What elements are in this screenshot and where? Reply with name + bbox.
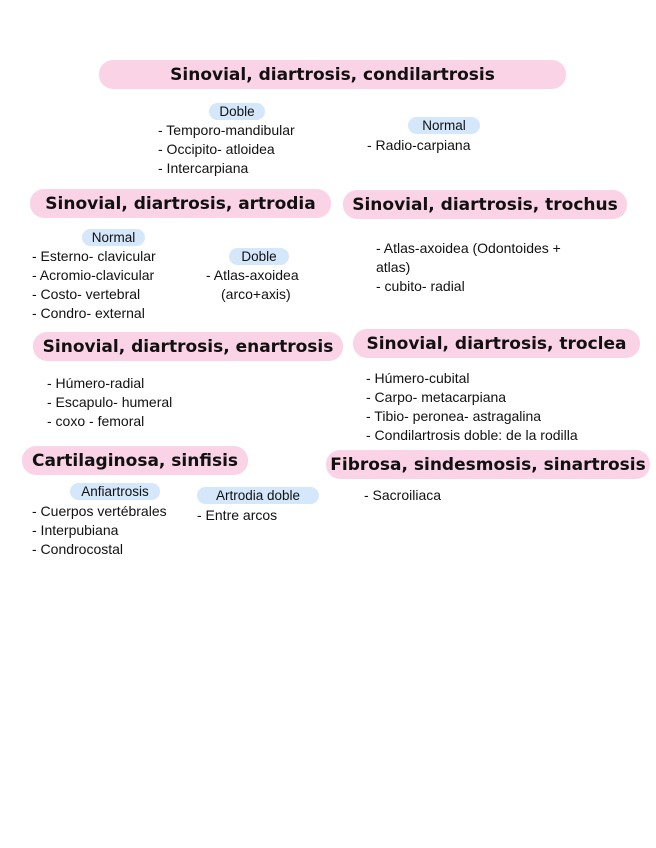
list-item: - Interpubiana [32, 522, 119, 538]
list-item: - Escapulo- humeral [47, 394, 173, 410]
list-item: - Tibio- peronea- astragalina [366, 408, 542, 424]
condilartrosis-doble-list [158, 121, 295, 178]
troclea-list [366, 369, 578, 445]
list-item: - Occipito- atloidea [158, 141, 275, 157]
heading-troclea: Sinovial, diartrosis, troclea [353, 329, 640, 358]
trochus-line2: atlas) [376, 259, 411, 275]
list-item: - Intercarpiana [158, 160, 249, 176]
tag-doble: Doble [229, 248, 289, 265]
heading-condilartrosis: Sinovial, diartrosis, condilartrosis [99, 60, 566, 89]
list-item: - Temporo-mandibular [158, 122, 295, 138]
list-item: - Radio-carpiana [367, 137, 471, 153]
list-item: - coxo - femoral [47, 413, 145, 429]
list-item: - Condrocostal [32, 541, 124, 557]
heading-sinfisis: Cartilaginosa, sinfisis [22, 446, 248, 475]
list-item: - Condilartrosis doble: de la rodilla [366, 427, 578, 443]
list-item: - Costo- vertebral [32, 286, 141, 302]
heading-sinartrosis: Fibrosa, sindesmosis, sinartrosis [326, 450, 650, 479]
list-item: - Cuerpos vertébrales [32, 503, 167, 519]
list-item: - Condro- external [32, 305, 145, 321]
tag-doble: Doble [209, 103, 265, 120]
heading-artrodia: Sinovial, diartrosis, artrodia [30, 189, 331, 218]
heading-enartrosis: Sinovial, diartrosis, enartrosis [33, 332, 343, 361]
list-item: - Húmero-radial [47, 375, 145, 391]
list-item: - Esterno- clavicular [32, 248, 156, 264]
tag-normal: Normal [408, 117, 480, 134]
condilartrosis-normal-list [367, 136, 471, 155]
list-item: - Acromio-clavicular [32, 267, 155, 283]
tag-normal: Normal [82, 229, 145, 246]
artrodia-doble-line2: (arco+axis) [221, 286, 291, 302]
enartrosis-list [47, 374, 172, 431]
artrodia-normal-list [32, 247, 156, 323]
list-item: - Carpo- metacarpiana [366, 389, 507, 405]
trochus-line1: - Atlas-axoidea (Odontoides + [376, 240, 561, 256]
list-item: - Húmero-cubital [366, 370, 470, 386]
list-item: - Entre arcos [197, 507, 278, 523]
list-item: - Sacroiliaca [364, 487, 442, 503]
artrodia-doble-line1: - Atlas-axoidea [206, 267, 299, 283]
tag-artrodia-doble: Artrodia doble [197, 487, 319, 504]
heading-trochus: Sinovial, diartrosis, trochus [343, 190, 627, 219]
sinfisis-artrodia-list [197, 506, 277, 525]
sinfisis-anfiartrosis-list [32, 502, 167, 559]
tag-anfiartrosis: Anfiartrosis [70, 483, 160, 500]
sinartrosis-list [364, 486, 441, 505]
trochus-line3: - cubito- radial [376, 278, 465, 294]
